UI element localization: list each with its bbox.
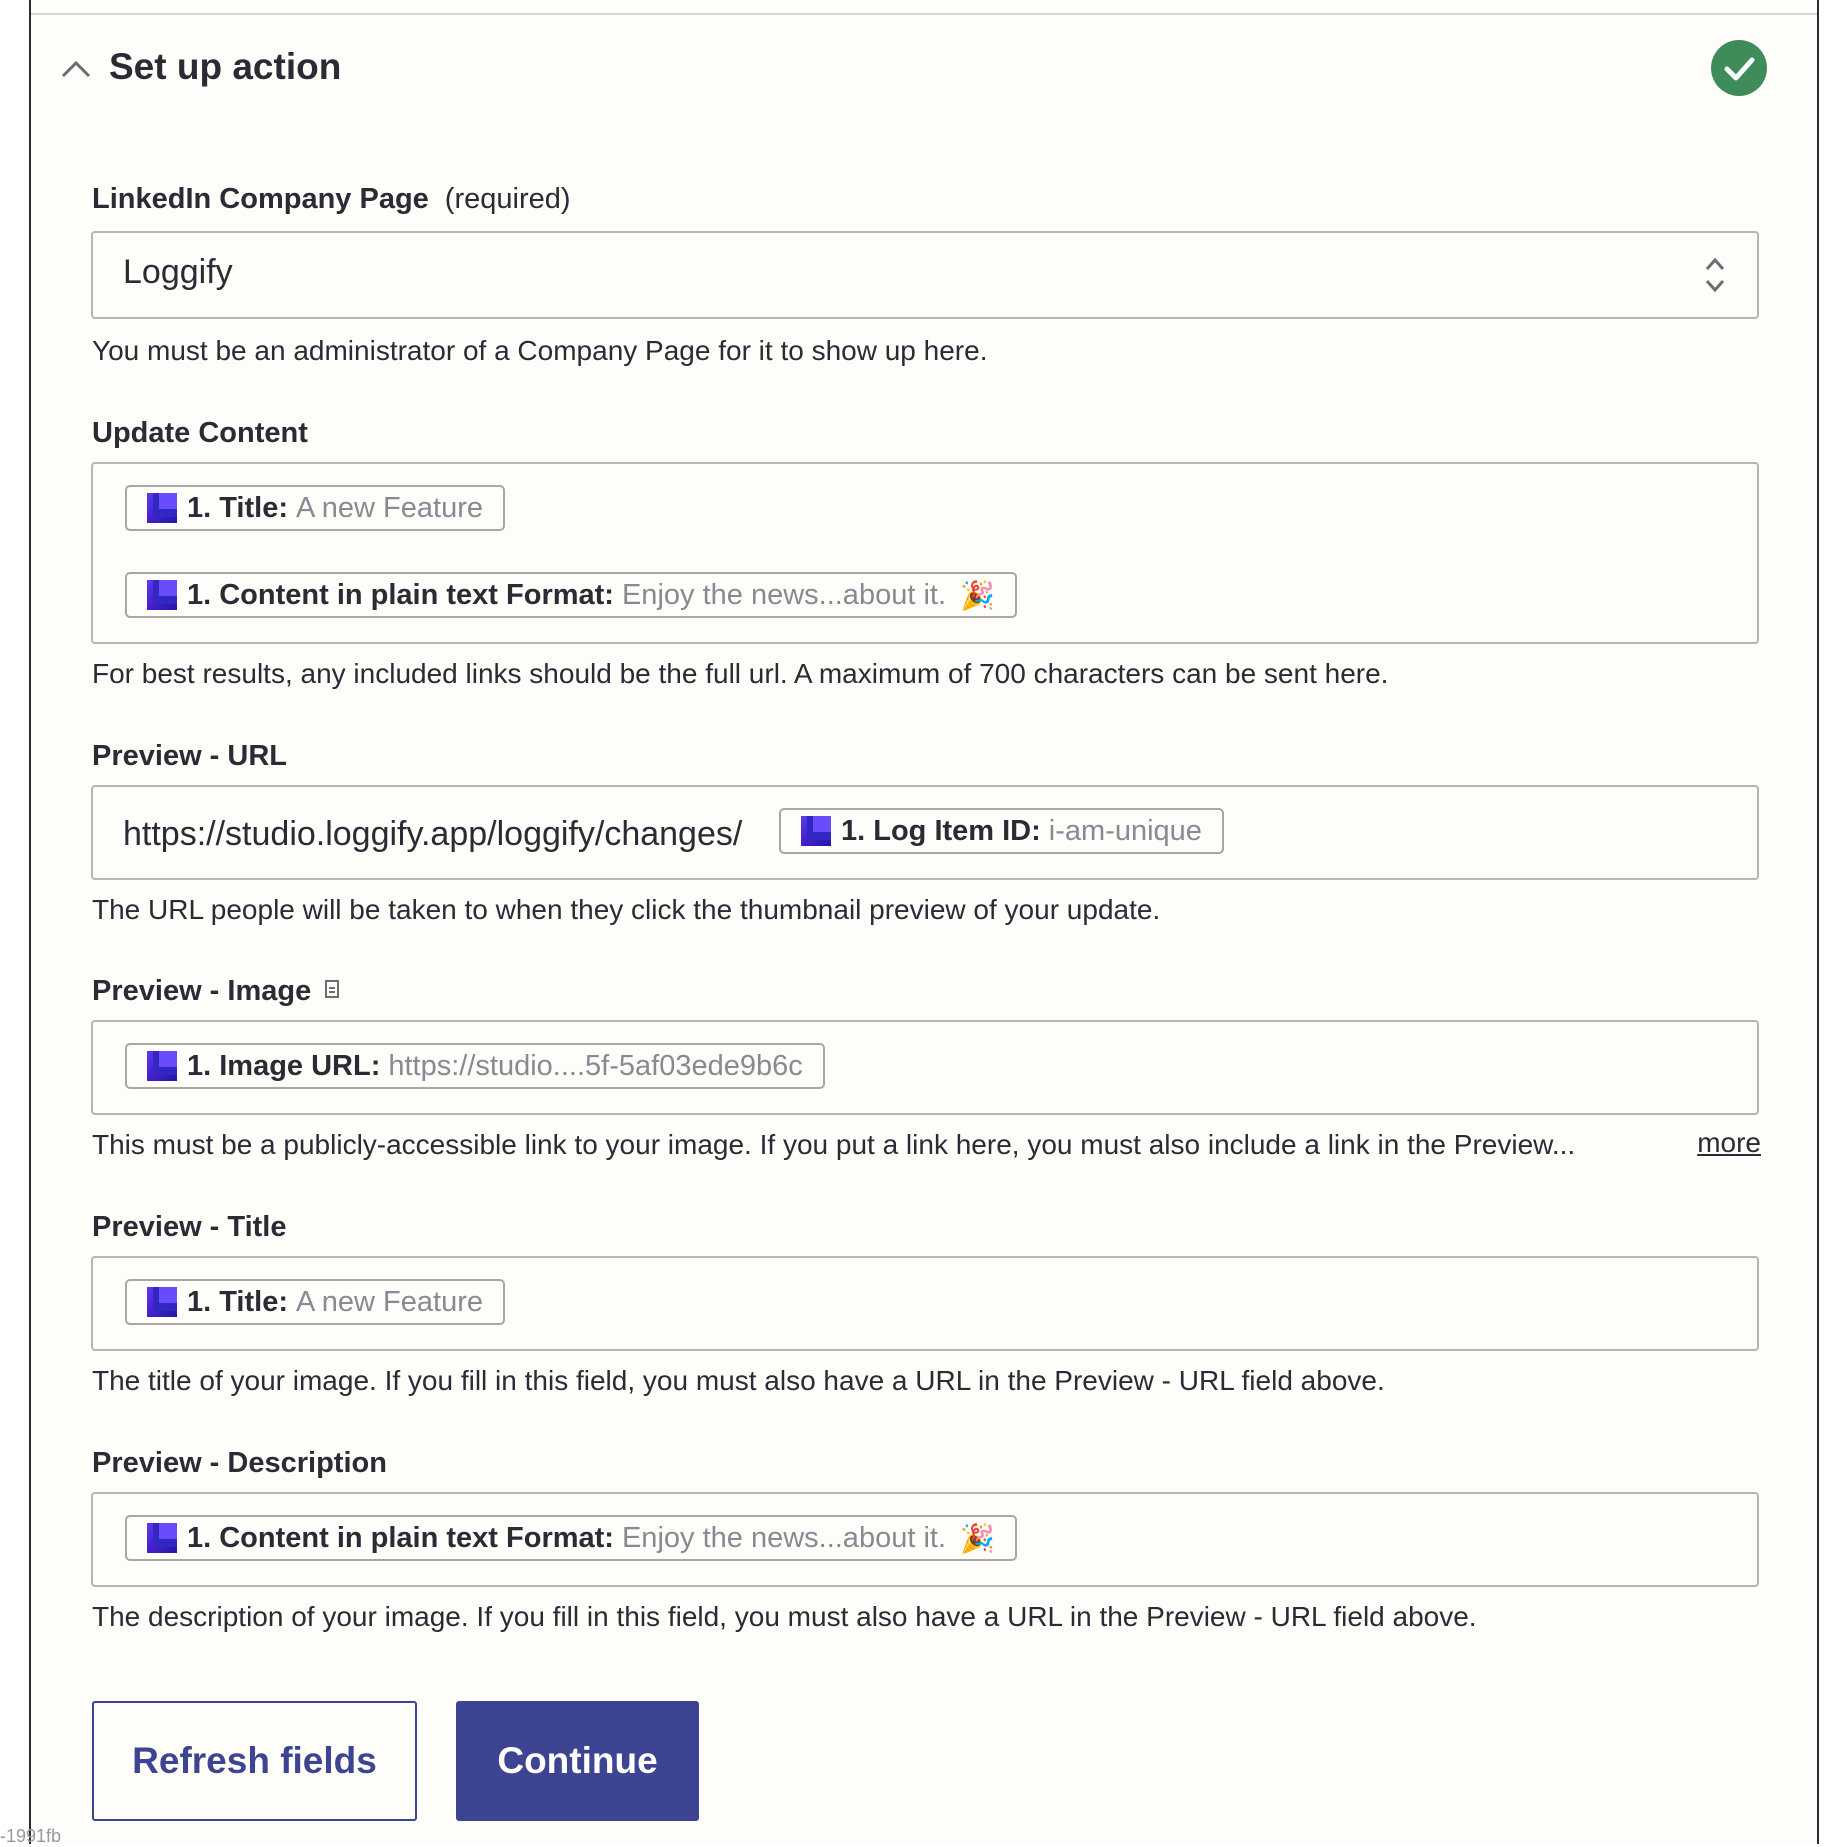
more-link[interactable]: more [1697,1127,1761,1158]
loggify-app-icon [147,493,177,523]
company-page-value: Loggify [123,253,233,291]
pill-value: i-am-unique [1048,814,1202,847]
preview-title-field[interactable] [91,1256,1759,1351]
update-content-help: For best results, any included links should be the full url. A maximum of 700 characters can be sent here. [92,658,1389,689]
loggify-app-icon [147,580,177,610]
party-popper-icon: 🎉 [960,1522,995,1554]
loggify-app-icon [147,1051,177,1081]
preview-image-label-text: Preview - Image [92,975,312,1007]
title-token-pill[interactable] [125,485,505,531]
preview-description-help: The description of your image. If you fill in this field, you must also have a URL in the Preview - URL field above. [92,1601,1477,1632]
preview-title-label: Preview - Title [92,1211,287,1243]
party-popper-icon: 🎉 [960,579,995,611]
preview-image-label [92,975,339,1008]
document-icon [325,980,339,998]
company-page-label-text: LinkedIn Company Page [92,183,429,215]
pill-key: 1. Title: [187,1285,288,1318]
loggify-app-icon [147,1523,177,1553]
preview-description-label: Preview - Description [92,1447,387,1479]
select-updown-icon [1703,255,1727,295]
pill-key: 1. Image URL: [187,1049,381,1082]
setup-action-panel [29,0,1819,1844]
pill-key: 1. Content in plain text Format: [187,1521,614,1554]
corner-id-text: -1991fb [0,1826,62,1846]
required-marker: (required) [444,183,571,215]
section-header[interactable] [31,30,1817,110]
pill-key: 1. Log Item ID: [841,814,1041,847]
pill-key: 1. Content in plain text Format: [187,578,614,611]
log-item-id-pill[interactable] [779,808,1224,854]
loggify-app-icon [147,1287,177,1317]
content-token-pill[interactable] [125,1515,1017,1561]
preview-title-help: The title of your image. If you fill in this field, you must also have a URL in the Preview - URL field above. [92,1365,1385,1396]
company-page-select[interactable] [91,231,1759,319]
continue-button[interactable]: Continue [456,1701,699,1821]
image-url-pill[interactable] [125,1043,825,1089]
pill-value: A new Feature [296,1285,483,1318]
pill-value: Enjoy the news...about it. [621,578,946,611]
update-content-field[interactable] [91,462,1759,644]
check-circle-icon [1711,40,1767,96]
preview-url-help: The URL people will be taken to when they click the thumbnail preview of your update. [92,894,1161,925]
preview-url-label: Preview - URL [92,740,287,772]
update-content-label: Update Content [92,417,308,449]
refresh-fields-button[interactable]: Refresh fields [92,1701,417,1821]
preview-image-help: This must be a publicly-accessible link to your image. If you put a link here, you must also include a link in the Preview... [92,1129,1576,1160]
preview-description-field[interactable] [91,1492,1759,1587]
title-token-pill[interactable] [125,1279,505,1325]
section-title: Set up action [109,46,342,87]
pill-value: A new Feature [296,491,483,524]
pill-key: 1. Title: [187,491,288,524]
company-page-help: You must be an administrator of a Company Page for it to show up here. [92,335,988,366]
preview-url-text: https://studio.loggify.app/loggify/changes/ [123,815,743,853]
company-page-label [92,183,571,216]
divider [31,13,1817,15]
pill-value: Enjoy the news...about it. [621,1521,946,1554]
loggify-app-icon [801,816,831,846]
preview-url-field[interactable] [91,785,1759,880]
content-token-pill[interactable] [125,572,1017,618]
chevron-up-icon[interactable] [59,52,93,86]
preview-image-field[interactable] [91,1020,1759,1115]
pill-value: https://studio....5f-5af03ede9b6c [388,1049,803,1082]
